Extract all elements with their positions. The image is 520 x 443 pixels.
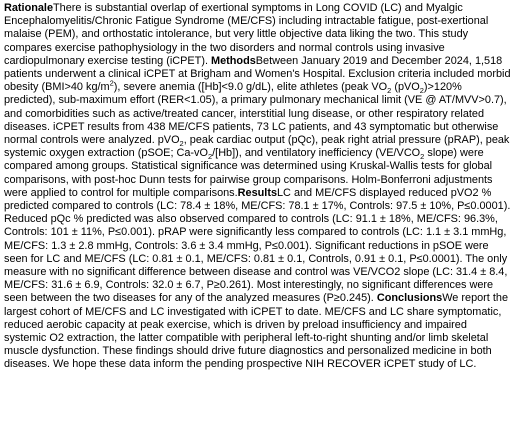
- methods-heading: Methods: [211, 54, 256, 67]
- methods-subscript-5: 2: [420, 152, 425, 162]
- methods-body-part-4: )>120% predicted), sub-maximum effort (RER<1.05), a primary pulmonary mechanical limit (VE @ AT/MVV>0.7), and comorbidities such as active/treated cancer, interstitial lung disease, or other respiratory related diseases. iCPET results from 438 ME/CFS patients, 73 LC patients, and 43 symptomatic but otherwise normal controls were analyzed. pVO: [4, 81, 507, 147]
- methods-body-part-1: Between January 2019 and December 2024, 1,518 patients underwent a clinical iCPET at Brigham and Women's Hospital. Exclusion criteria included morbid obesity (BMI>40 kg/m: [4, 54, 511, 94]
- methods-body-part-3: (pVO: [391, 81, 420, 94]
- abstract-text: [4, 2, 512, 372]
- results-body: LC and ME/CFS displayed reduced pVO2 % predicted compared to controls (LC: 78.4 ± 18%, ME/CFS: 78.1 ± 17%, Controls: 97.5 ± 10%, P≤0.0001). Reduced pQc % predicted was also observed compared to controls (LC: 91.1 ± 18%, ME/CFS: 96.3%, Controls: 101 ± 11%, P≤0.001). pRAP were significantly less compared to controls (LC: 1.1 ± 3.1 mmHg, ME/CFS: 1.3 ± 2.8 mmHg, Controls: 3.6 ± 3.4 mmHg, P≤0.001). Significant reductions in pSOE were seen for LC and ME/CFS (LC: 0.81 ± 0.1, ME/CFS: 0.81 ± 0.1, Controls, 0.91 ± 0.1, P≤0.0001). The only measure with no significant difference between disease and control was VE/VCO2 slope (LC: 31.4 ± 8.4, ME/CFS: 31.6 ± 6.9, Controls: 32.0 ± 6.7, P≥0.261). Most interestingly, no significant differences were seen between the two diseases for any of the analyzed measures (P≥0.245).: [4, 186, 511, 305]
- methods-subscript-4: 2: [207, 152, 213, 162]
- methods-subscript-2: 2: [419, 86, 424, 96]
- methods-body-part-6: /[Hb]), and ventilatory inefficiency (VE/VCO: [212, 147, 421, 160]
- conclusions-body: We report the largest cohort of ME/CFS and LC investigated with iCPET to date. ME/CFS and LC share symptomatic, reduced aerobic capacity at peak exercise, which is driven by preload insufficiency and impaired systemic O2 extraction, the latter compatible with peripheral left-to-right shunting and/or limb skeletal muscle dysfunction. These findings should drive future diagnostics and personalized medicine in both diseases. We hope these data inform the pending prospective NIH RECOVER iCPET study of LC.: [4, 292, 508, 371]
- conclusions-heading: Conclusions: [376, 292, 443, 305]
- rationale-body: There is substantial overlap of exertional symptoms in Long COVID (LC) and Myalgic Encephalomyelitis/Chronic Fatigue Syndrome (ME/CFS) including intractable fatigue, post-exertional malaise (PEM), and orthostatic intolerance, but very little objective data liking the two. This study compares exercise pathophysiology in the two disorders and normal controls using invasive cardiopulmonary exercise testing (iCPET).: [4, 2, 489, 67]
- methods-subscript-3: 2: [179, 139, 184, 149]
- rationale-heading: Rationale: [4, 2, 54, 14]
- results-heading: Results: [237, 186, 277, 199]
- methods-subscript-1: 2: [387, 86, 392, 96]
- methods-superscript-1: 2: [109, 78, 114, 88]
- methods-body-part-2: ), severe anemia ([Hb]<9.0 g/dL), elite athletes (peak VO: [113, 81, 388, 94]
- methods-body-part-5: , peak cardiac output (pQc), peak right atrial pressure (pRAP), peak systemic oxygen extraction (pSOE; Ca-vO: [4, 134, 510, 160]
- methods-body-part-7: slope) were compared among groups. Statistical significance was determined using Kruskal-Wallis tests for global comparisons, with post-hoc Dunn tests for pairwise group comparisons. Holm-Bonferroni adjustments were applied to control for multiple comparisons.: [4, 147, 493, 199]
